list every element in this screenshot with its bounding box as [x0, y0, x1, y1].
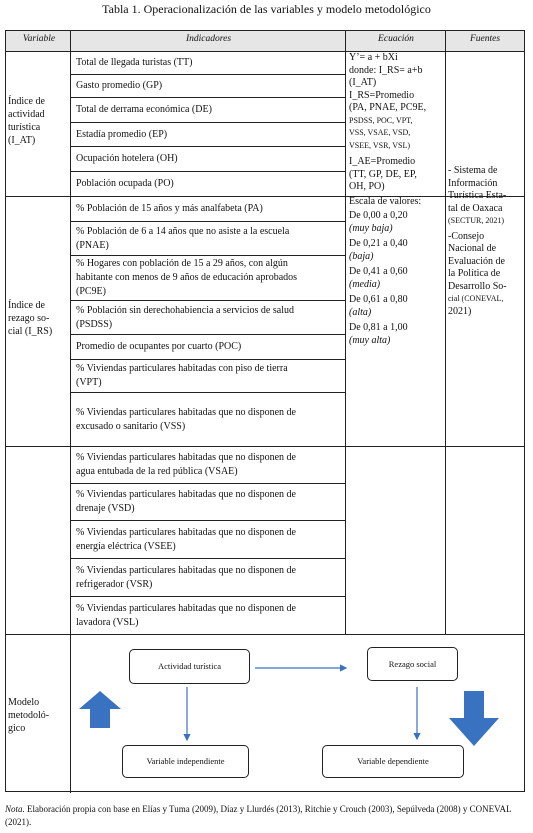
indicator-cell	[73, 103, 345, 117]
indicator-line: energía eléctrica (VSEE)	[76, 540, 176, 552]
up-arrow-icon	[79, 691, 121, 728]
equation-line: (muy baja)	[349, 222, 393, 234]
fuentes-line: tal de Oaxaca	[448, 202, 503, 214]
variable-iat: Índice de actividad turística (I_AT)	[8, 96, 45, 146]
equation-column	[347, 52, 445, 347]
col-divider	[445, 31, 446, 634]
equation-line: (TT, GP, DE, EP,	[349, 168, 417, 180]
equation-line: (I_AT)	[349, 77, 377, 88]
row-divider	[70, 146, 345, 147]
equation-line: De 0,61 a 0,80	[349, 294, 408, 305]
indicator-cell	[73, 56, 345, 70]
indicator-cell	[73, 202, 345, 216]
indicator-line: % Viviendas particulares habitadas que no disponen de	[76, 564, 296, 576]
indicator-cell	[73, 526, 345, 554]
indicator-line: % Población de 15 años y más analfabeta (PA)	[76, 203, 263, 214]
indicator-cell	[73, 488, 345, 516]
row-divider	[70, 359, 345, 360]
row-divider	[70, 334, 345, 335]
indicator-line: Estadía promedio (EP)	[76, 128, 168, 140]
equation-line: (baja)	[349, 250, 374, 262]
fuentes-line: Nacional de	[448, 243, 497, 254]
variable-dependiente-box: Variable dependiente	[322, 745, 464, 778]
equation-line: (alta)	[349, 306, 372, 318]
equation-line: De 0,21 a 0,40	[349, 238, 408, 249]
row-divider	[70, 558, 345, 559]
indicator-cell	[73, 177, 345, 191]
indicator-line: habitante con menos de 9 años de educación aprobados	[76, 272, 298, 283]
row-divider	[70, 483, 345, 484]
fuentes-line: (SECTUR, 2021)	[448, 216, 504, 225]
indicator-cell	[73, 128, 345, 142]
indicator-cell	[73, 451, 345, 479]
equation-line: VSS, VSAE, VSD,	[349, 128, 411, 137]
row-divider	[70, 171, 345, 172]
row-divider	[70, 122, 345, 123]
note-text: Elaboración propia con base en Elías y Tuma (2009), Díaz y Llurdés (2013), Ritchie y Crouch (2003), Sepúlveda (2008) y CONEVAL (2021).	[5, 804, 512, 827]
equation-line: VSEE, VSR, VSL)	[349, 140, 411, 150]
row-divider	[70, 392, 345, 393]
row-divider	[70, 221, 345, 222]
indicator-line: Gasto promedio (GP)	[76, 80, 163, 91]
section-divider	[6, 196, 524, 197]
equation-line: I_RS=Promedio	[349, 89, 415, 101]
indicator-line: (PC9E)	[76, 286, 106, 297]
indicator-line: Total de derrama económica (DE)	[76, 104, 212, 115]
indicator-cell	[73, 406, 345, 434]
indicator-line: Ocupación hotelera (OH)	[76, 153, 178, 164]
indicator-cell	[73, 257, 345, 299]
row-divider	[70, 520, 345, 521]
indicator-line: lavadora (VSL)	[76, 616, 139, 628]
table-caption: Tabla 1. Operacionalización de las variables y modelo metodológico	[102, 2, 431, 16]
col-divider	[345, 31, 346, 634]
indicator-line: drenaje (VSD)	[76, 503, 135, 514]
indicator-line: % Hogares con población de 15 a 29 años, con algún	[76, 258, 288, 269]
indicator-line: % Viviendas particulares habitadas que no disponen de	[76, 489, 296, 500]
table-note	[5, 803, 528, 829]
indicator-line: % Viviendas particulares habitadas que no disponen de	[76, 526, 296, 538]
row-divider	[70, 74, 345, 75]
equation-line: Y’= a + bXi	[349, 52, 398, 63]
row-divider	[70, 97, 345, 98]
equation-line: (PA, PNAE, PC9E,	[349, 102, 427, 113]
row-divider	[70, 255, 345, 256]
actividad-turistica-box: Actividad turística	[129, 649, 250, 684]
fuentes-line: Turística Esta-	[448, 190, 507, 201]
table-header	[6, 31, 524, 52]
indicator-cell	[73, 340, 345, 354]
down-arrow-icon	[449, 691, 499, 746]
note-lead: Nota.	[5, 804, 25, 814]
fuentes-line: -Consejo	[448, 230, 485, 242]
fuentes-line: Desarrollo So-	[448, 280, 507, 292]
equation-line: De 0,41 a 0,60	[349, 266, 408, 277]
equation-line: De 0,00 a 0,20	[349, 210, 408, 221]
fuentes-line: la Política de	[448, 268, 501, 279]
variable-independiente-box: Variable independiente	[122, 745, 249, 778]
fuentes-column	[448, 165, 524, 318]
fuentes-line: Evaluación de	[448, 255, 505, 267]
indicator-line: (PNAE)	[76, 239, 109, 251]
indicator-line: agua entubada de la red pública (VSAE)	[76, 466, 238, 477]
equation-line: Escala de valores:	[349, 195, 422, 207]
indicator-line: excusado o sanitario (VSS)	[76, 420, 186, 432]
indicator-line: (PSDSS)	[76, 318, 113, 330]
modelo-label: Modelo metodoló- gico	[8, 697, 50, 734]
fuentes-line: 2021)	[448, 305, 472, 317]
fuentes-line: Información	[448, 177, 498, 189]
header-ecuacion: Ecuación	[378, 34, 414, 44]
indicator-cell	[73, 225, 345, 253]
section-divider	[6, 446, 524, 447]
indicator-line: % Población de 6 a 14 años que no asiste a la escuela	[76, 225, 290, 237]
indicator-line: Promedio de ocupantes por cuarto (POC)	[76, 341, 242, 352]
indicator-line: Población ocupada (PO)	[76, 178, 174, 189]
variable-irs: Índice de rezago so- cial (I_RS)	[8, 300, 53, 337]
rezago-social-box: Rezago social	[367, 647, 458, 681]
indicator-line: % Viviendas particulares habitadas que no disponen de	[76, 406, 296, 418]
indicator-line: % Viviendas particulares habitadas que no disponen de	[76, 452, 296, 463]
indicator-line: (VPT)	[76, 377, 102, 388]
indicator-line: % Viviendas particulares habitadas que no disponen de	[76, 602, 296, 614]
fuentes-line: cial (CONEVAL,	[448, 294, 504, 303]
indicator-line: % Población sin derechohabiencia a servicios de salud	[76, 304, 294, 316]
row-divider	[70, 596, 345, 597]
equation-line: OH, PO)	[349, 181, 385, 192]
indicator-cell	[73, 79, 345, 93]
header-variable: Variable	[22, 34, 56, 44]
indicator-line: Total de llegada turistas (TT)	[76, 57, 193, 68]
equation-line: (muy alta)	[349, 334, 391, 346]
fuentes-line: - Sistema de	[448, 165, 498, 176]
indicator-cell	[73, 362, 345, 390]
indicator-line: % Viviendas particulares habitadas con piso de tierra	[76, 363, 288, 374]
indicator-cell	[73, 152, 345, 166]
header-indicadores: Indicadores	[185, 34, 232, 44]
equation-line: De 0,81 a 1,00	[349, 322, 408, 333]
equation-line: donde: I_RS= a+b	[349, 64, 423, 76]
indicator-line: refrigerador (VSR)	[76, 578, 153, 590]
equation-line: (media)	[349, 278, 381, 290]
operationalization-table	[5, 30, 525, 792]
equation-line: I_AE=Promedio	[349, 156, 416, 167]
indicator-cell	[73, 602, 345, 630]
equation-line: PSDSS, POC, VPT,	[349, 115, 413, 125]
indicator-cell	[73, 564, 345, 592]
header-fuentes: Fuentes	[469, 34, 501, 44]
row-divider	[70, 300, 345, 301]
indicator-cell	[73, 304, 345, 332]
